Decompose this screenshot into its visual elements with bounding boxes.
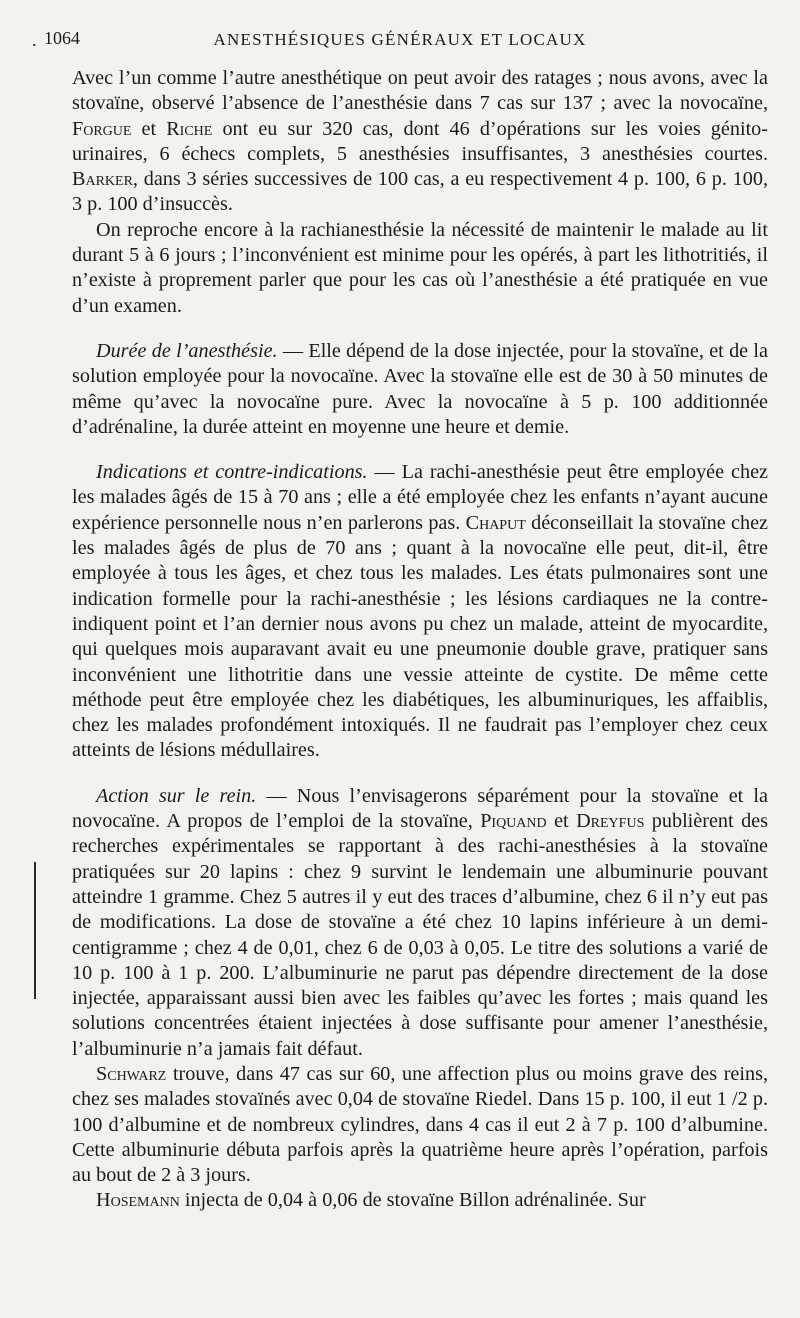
author-name: Piquand <box>480 810 547 833</box>
paragraph-hosemann: Hosemann injecta de 0,04 à 0,06 de stovaïne Billon adrénalinée. Sur <box>96 1189 646 1212</box>
author-name: Riche <box>166 117 213 140</box>
paragraph-duree: Durée de l’anesthésie. — Elle dépend de la dose injectée, pour la stovaïne, et de la solution employée pour la novocaïne. Avec la stovaïne elle est de 30 à 50 minutes de même qu’avec la novocaïne pure. Avec la novocaïne à 5 p. 100 additionnée d’adrénaline, la durée atteint en moyenne une heure et demie. <box>72 339 768 438</box>
section-title: Action sur le rein. <box>96 784 257 807</box>
author-name: Hosemann <box>96 1189 180 1212</box>
author-name: Forgue <box>72 117 132 140</box>
author-name: Dreyfus <box>576 810 645 833</box>
page-header <box>30 28 770 54</box>
author-name: Chaput <box>465 511 526 534</box>
margin-dot: . <box>32 30 37 50</box>
section-title: Durée de l’anesthésie. <box>96 339 278 362</box>
author-name: Barker <box>72 168 133 191</box>
page-body <box>72 66 768 1214</box>
paragraph-action-rein: Action sur le rein. — Nous l’envisagerons séparément pour la stovaïne et la novocaïne. A propos de l’emploi de la stovaïne, Piquand et Dreyfus publièrent des recherches expérimentales se rapportant à des rachi-anesthésies à la stovaïne pratiquées sur 20 lapins : chez 9 survint le lendemain une albuminurie pouvant atteindre 1 gramme. Chez 5 autres il y eut des traces d’albumine, chez 6 il n’y eut pas de modifications. La dose de stovaïne a été chez 10 lapins inférieure à un demi-centigramme ; chez 4 de 0,01, chez 6 de 0,03 à 0,05. Le titre des solutions a varié de 10 p. 100 à 1 p. 200. L’albuminurie ne parut pas dépendre directement de la dose injectée, apparaissant aussi bien avec les faibles qu’avec les fortes ; mais quand les solutions concentrées étaient injectées à dose suffisante pour amener l’anesthésie, l’albuminurie n’a jamais fait défaut. <box>72 784 768 1060</box>
paragraph-schwarz: Schwarz trouve, dans 47 cas sur 60, une affection plus ou moins grave des reins, chez ses malades stovaïnés avec 0,04 de stovaïne Riedel. Dans 15 p. 100, il eut 1 /2 p. 100 d’albumine et de nombreux cylindres, dans 4 cas il eut 2 à 7 p. 100 d’albumine. Cette albuminurie débuta parfois après la quatrième heure après l’opération, parfois au bout de 2 à 3 jours. <box>72 1062 768 1187</box>
paragraph-reproche: On reproche encore à la rachianesthésie la nécessité de maintenir le malade au lit durant 5 à 6 jours ; l’inconvénient est minime pour les opérés, à part les lithotritiés, il n’existe à proprement parler que pour les cas où l’anesthésie a été pratiquée en vue d’un examen. <box>72 218 768 317</box>
paragraph-ratages: Avec l’un comme l’autre anesthétique on peut avoir des ratages ; nous avons, avec la stovaïne, observé l’absence de l’anesthésie dans 7 cas sur 137 ; avec la novocaïne, Forgue et Riche ont eu sur 320 cas, dont 46 d’opérations sur les voies génito-urinaires, 6 échecs complets, 5 anesthésies insuffisantes, 3 anesthésies courtes. Barker, dans 3 séries successives de 100 cas, a eu respectivement 4 p. 100, 6 p. 100, 3 p. 100 d’insuccès. <box>72 67 768 216</box>
page-number: 1064 <box>44 28 80 48</box>
section-title: Indications et contre-indications. <box>96 461 368 484</box>
paragraph-indications: Indications et contre-indications. — La rachi-anesthésie peut être employée chez les malades âgés de 15 à 70 ans ; elle a été employée chez les enfants n’ayant aucune expérience personnelle nous n’en parlerons pas. Chaput déconseillait la stovaïne chez les malades âgés de plus de 70 ans ; quant à la novocaïne elle peut, dit-il, être employée à tous les âges, et chez tous les malades. Les états pulmonaires sont une indication formelle pour la rachi-anesthésie ; les lésions cardiaques ne la contre-indiquent point et l’an dernier nous avons pu chez un malade, atteint de myocardite, qui quelques mois auparavant avait eu une pneumonie double grave, pratiquer sans inconvénient une lithotritie dans une vessie atteinte de cystite. De même cette méthode peut être employée chez les diabétiques, les albuminuriques, les affaiblis, chez les malades profondément intoxiqués. Il ne faudrait pas l’employer chez ceux atteints de lésions médullaires. <box>72 461 769 762</box>
running-head: ANESTHÉSIQUES GÉNÉRAUX ET LOCAUX <box>213 30 587 49</box>
margin-bar <box>34 862 36 999</box>
author-name: Schwarz <box>96 1062 167 1085</box>
